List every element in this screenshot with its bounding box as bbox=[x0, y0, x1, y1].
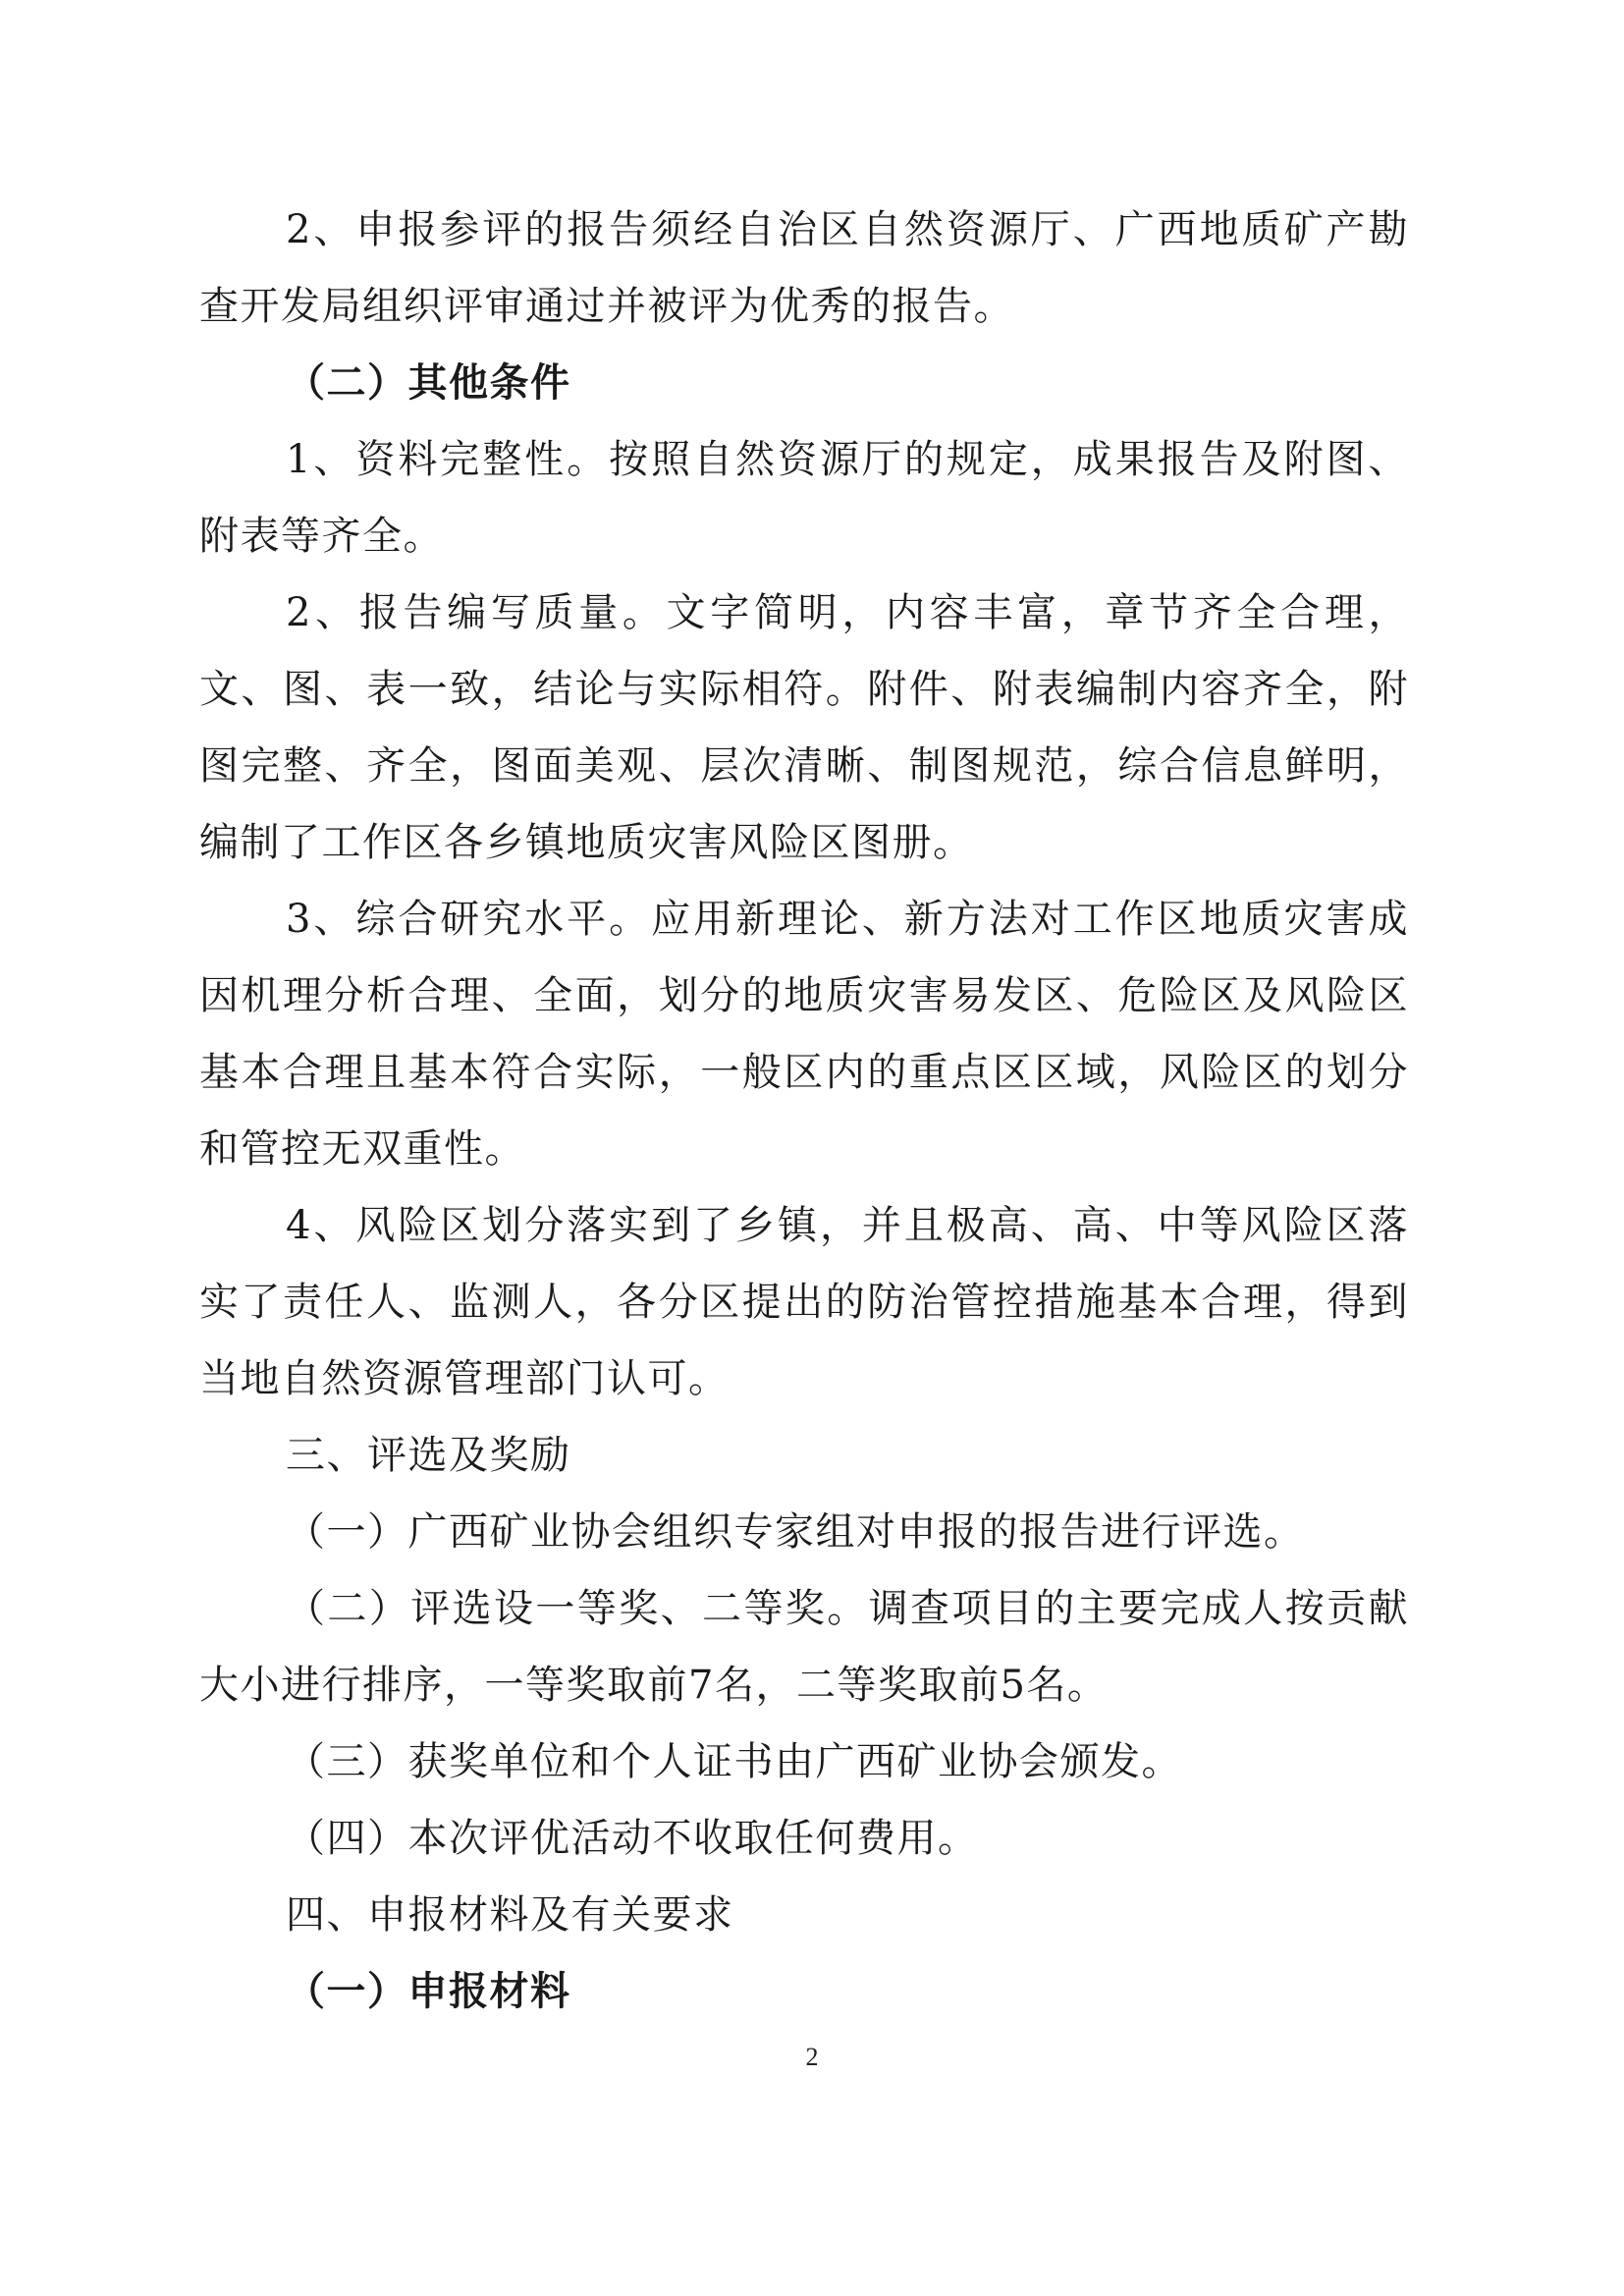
paragraph-award-3: （三）获奖单位和个人证书由广西矿业协会颁发。 bbox=[286, 1739, 1182, 1784]
section-heading-selection-awards: 三、评选及奖励 bbox=[286, 1433, 571, 1478]
paragraph-award-4: （四）本次评优活动不收取任何费用。 bbox=[286, 1816, 979, 1861]
subheading-application-materials: （一）申报材料 bbox=[286, 1968, 571, 2014]
paragraph-award-2: （二）评选设一等奖、二等奖。调查项目的主要完成人按贡献大小进行排序，一等奖取前7名，二等奖取前5名。 bbox=[199, 1586, 1409, 1708]
section-heading-application-materials: 四、申报材料及有关要求 bbox=[286, 1892, 734, 1938]
paragraph-risk-zoning: 4、风险区划分落实到了乡镇，并且极高、高、中等风险区落实了责任人、监测人，各分区提出的防治管控措施基本合理，得到当地自然资源管理部门认可。 bbox=[199, 1203, 1409, 1401]
paragraph-award-1: （一）广西矿业协会组织专家组对申报的报告进行评选。 bbox=[286, 1509, 1305, 1555]
paragraph-report-quality: 2、报告编写质量。文字简明，内容丰富，章节齐全合理，文、图、表一致，结论与实际相符。附件、附表编制内容齐全，附图完整、齐全，图面美观、层次清晰、制图规范，综合信息鲜明，编制了工作区各乡镇地质灾害风险区图册。 bbox=[199, 590, 1409, 865]
paragraph-research-level: 3、综合研究水平。应用新理论、新方法对工作区地质灾害成因机理分析合理、全面，划分的地质灾害易发区、危险区及风险区基本合理且基本符合实际，一般区内的重点区区域，风险区的划分和管控无双重性。 bbox=[199, 897, 1409, 1172]
document-body bbox=[199, 191, 1409, 2030]
subheading-other-conditions: （二）其他条件 bbox=[286, 359, 571, 406]
page-number: 2 bbox=[805, 2043, 819, 2071]
paragraph-data-completeness: 1、资料完整性。按照自然资源厅的规定，成果报告及附图、附表等齐全。 bbox=[199, 437, 1409, 559]
paragraph-requirement-2: 2、申报参评的报告须经自治区自然资源厅、广西地质矿产勘查开发局组织评审通过并被评为优秀的报告。 bbox=[199, 207, 1409, 329]
